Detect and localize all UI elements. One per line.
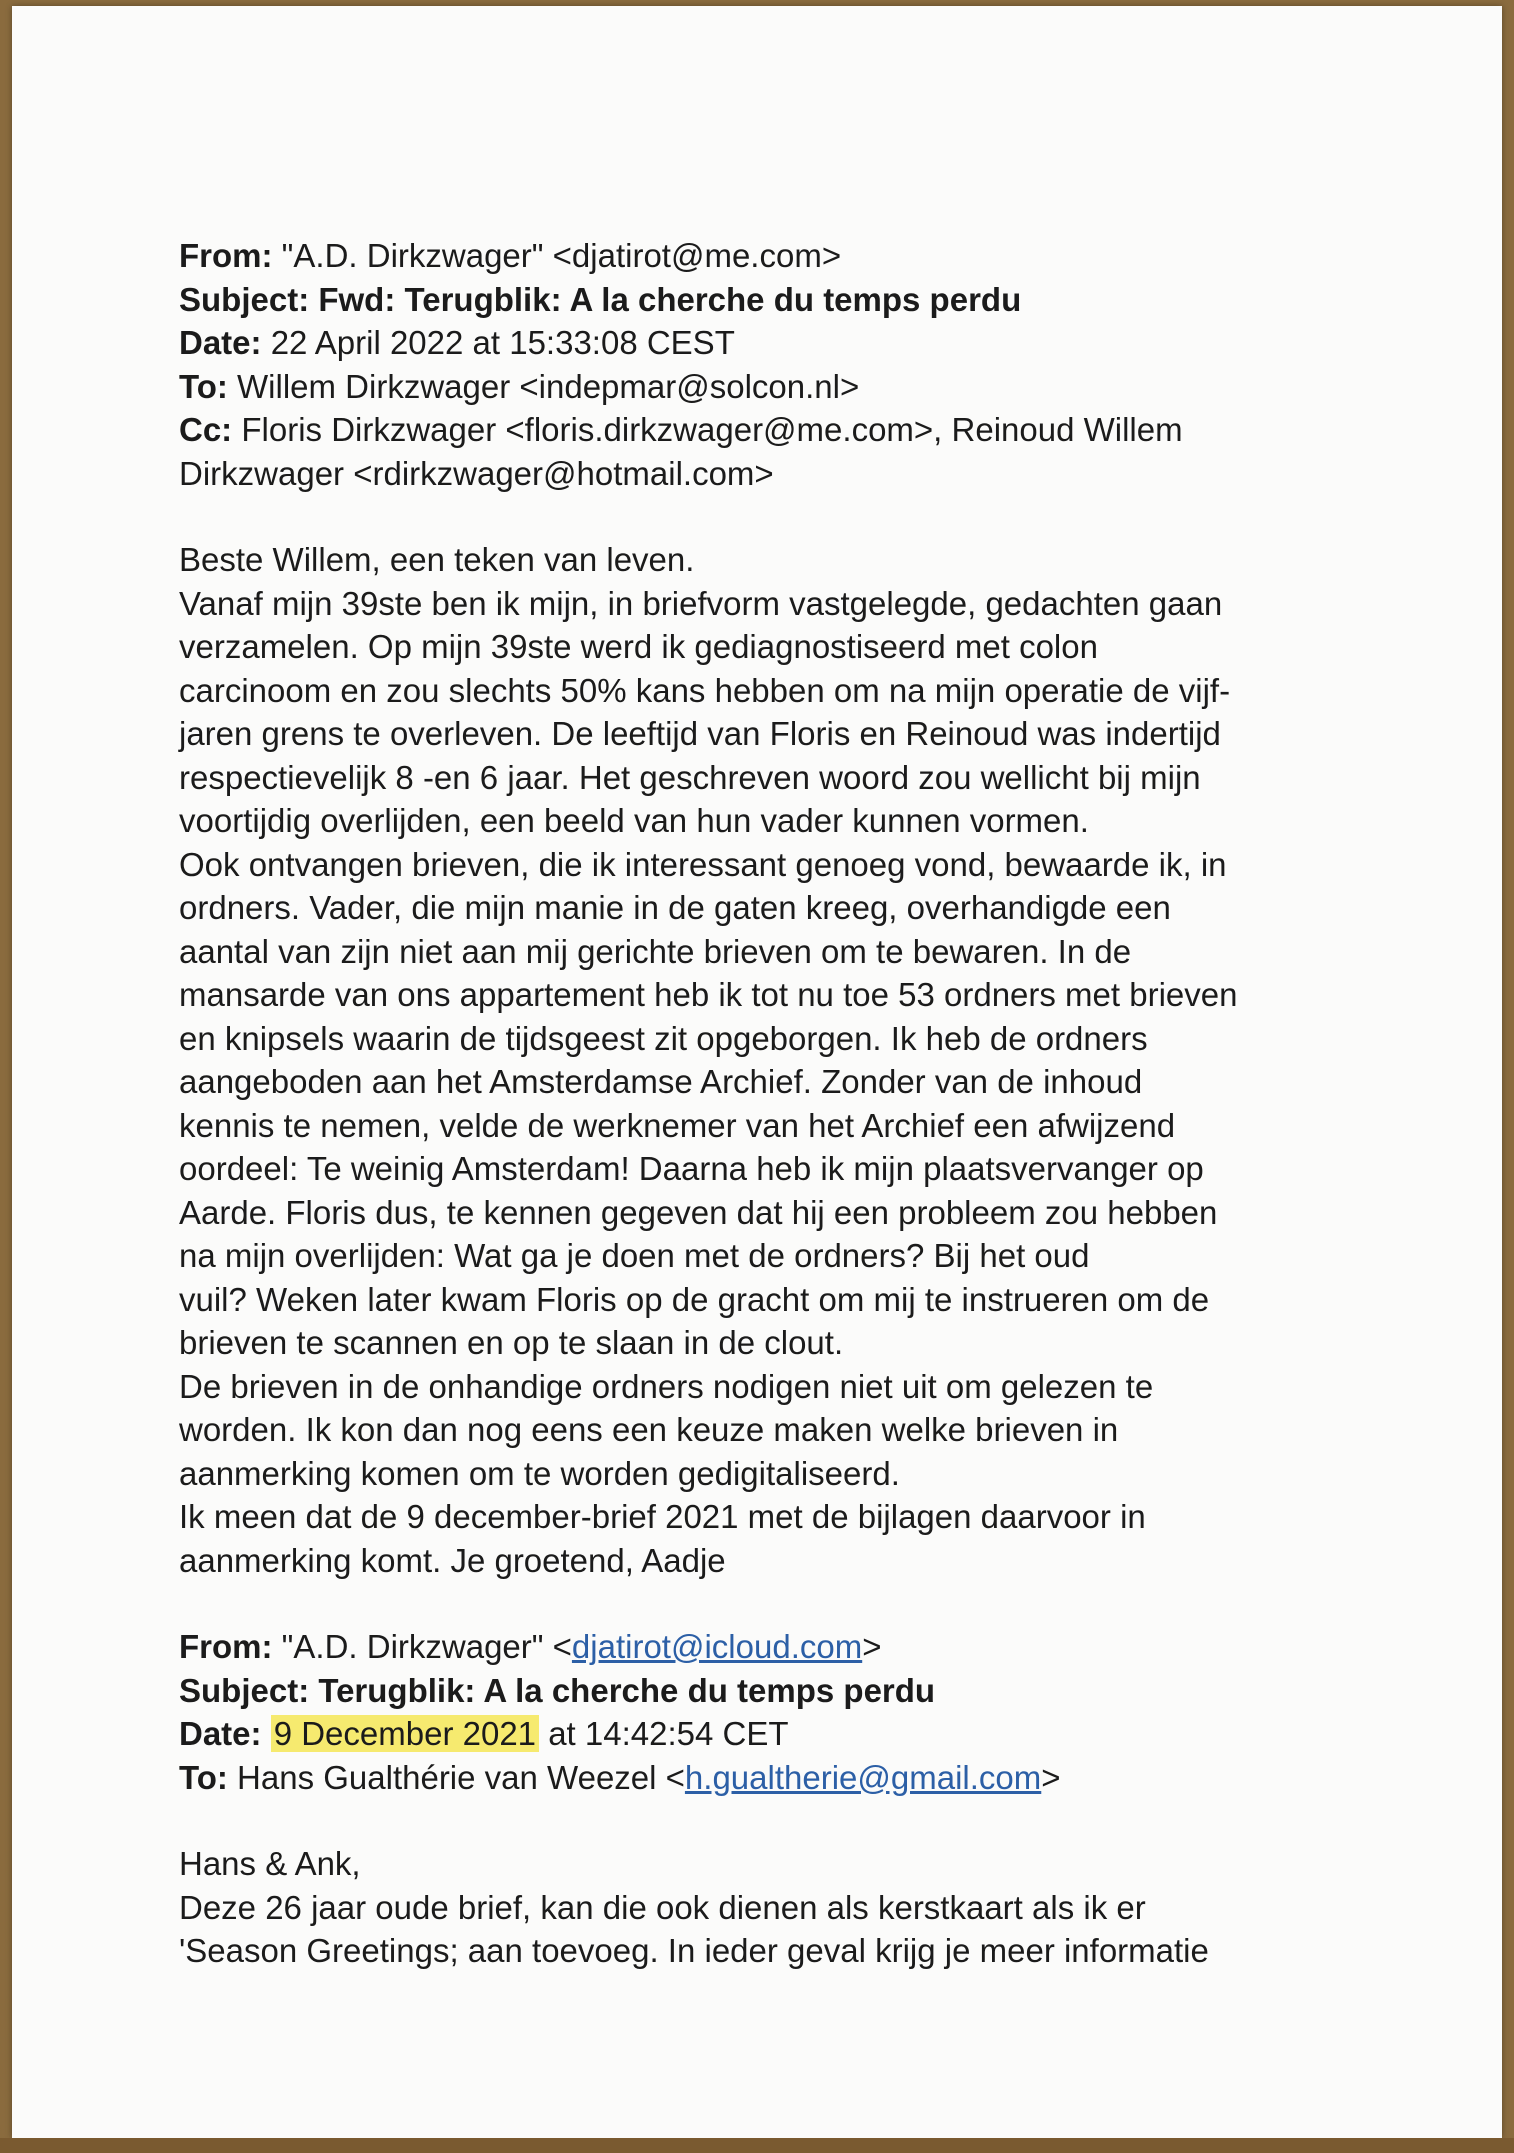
body-line: verzamelen. Op mijn 39ste werd ik gediagnostiseerd met colon [179, 628, 1098, 665]
email2-subject-value: Terugblik: A la cherche du temps perdu [318, 1671, 936, 1709]
email1-subject-line: Subject: Fwd: Terugblik: A la cherche du temps perdu [179, 280, 1022, 318]
body-line: voortijdig overlijden, een beeld van hun vader kunnen vormen. [179, 802, 1089, 839]
spacer [179, 1582, 1359, 1625]
email2-header [179, 1625, 1359, 1799]
body-line: aanmerking komt. Je groetend, Aadje [179, 1541, 726, 1579]
email2-subject-line: Subject: Terugblik: A la cherche du temps perdu [179, 1671, 936, 1709]
table-surface [0, 2138, 1514, 2153]
email1-date-line: Date: 22 April 2022 at 15:33:08 CEST [179, 324, 735, 361]
body-line: Ook ontvangen brieven, die ik interessant genoeg vond, bewaarde ik, in [179, 845, 1227, 883]
spacer [179, 1799, 1359, 1842]
body-line: aanmerking komen om te worden gedigitaliseerd. [179, 1454, 900, 1492]
body-line: Ik meen dat de 9 december-brief 2021 met de bijlagen daarvoor in [179, 1498, 1146, 1535]
email1-from-line: From: "A.D. Dirkzwager" <djatirot@me.com> [179, 237, 842, 274]
paper-sheet [12, 6, 1502, 2138]
email1-cc-continuation: Dirkzwager <rdirkzwager@hotmail.com> [179, 454, 774, 492]
email2-date-line: Date: 9 December 2021 at 14:42:54 CET [179, 1715, 789, 1752]
email1-to-value: Willem Dirkzwager <indepmar@solcon.nl> [237, 367, 860, 405]
body-line: mansarde van ons appartement heb ik tot nu toe 53 ordners met brieven [179, 976, 1238, 1013]
email1-subject-value: Fwd: Terugblik: A la cherche du temps perdu [318, 280, 1022, 318]
email1-cc-line: Cc: Floris Dirkzwager <floris.dirkzwager@me.com>, Reinoud Willem [179, 411, 1183, 448]
email2-to-line: To: Hans Gualthérie van Weezel <h.gualtherie@gmail.com> [179, 1758, 1061, 1796]
body-line: na mijn overlijden: Wat ga je doen met de ordners? Bij het oud [179, 1237, 1090, 1274]
body-line: aangeboden aan het Amsterdamse Archief. Zonder van de inhoud [179, 1063, 1143, 1100]
body-line: worden. Ik kon dan nog eens een keuze maken welke brieven in [179, 1411, 1119, 1448]
body-line: Beste Willem, een teken van leven. [179, 541, 695, 578]
spacer [179, 495, 1359, 538]
body-line: Deze 26 jaar oude brief, kan die ook dienen als kerstkaart als ik er [179, 1888, 1146, 1926]
body-line: kennis te nemen, velde de werknemer van het Archief een afwijzend [179, 1106, 1176, 1144]
body-line: Aarde. Floris dus, te kennen gegeven dat hij een probleem zou hebben [179, 1193, 1218, 1231]
email2-body [179, 1842, 1359, 1973]
body-line: Hans & Ank, [179, 1845, 361, 1882]
body-line: respectievelijk 8 -en 6 jaar. Het geschreven woord zou wellicht bij mijn [179, 758, 1201, 796]
body-line: De brieven in de onhandige ordners nodigen niet uit om gelezen te [179, 1367, 1154, 1405]
body-line: Vanaf mijn 39ste ben ik mijn, in briefvorm vastgelegde, gedachten gaan [179, 584, 1223, 622]
email-document [179, 234, 1359, 1973]
body-line: ordners. Vader, die mijn manie in de gaten kreeg, overhandigde een [179, 889, 1171, 926]
email2-from-line: From: "A.D. Dirkzwager" <djatirot@icloud.com> [179, 1628, 882, 1665]
email1-body [179, 538, 1359, 1582]
body-line: aantal van zijn niet aan mij gerichte brieven om te bewaren. In de [179, 932, 1132, 970]
body-line: oordeel: Te weinig Amsterdam! Daarna heb ik mijn plaatsvervanger op [179, 1150, 1204, 1187]
email2-date-highlight: 9 December 2021 [271, 1715, 539, 1752]
body-line: 'Season Greetings; aan toevoeg. In ieder geval krijg je meer informatie [179, 1932, 1209, 1969]
body-line: carcinoom en zou slechts 50% kans hebben om na mijn operatie de vijf- [179, 671, 1231, 709]
body-line: brieven te scannen en op te slaan in de clout. [179, 1324, 844, 1361]
body-line: vuil? Weken later kwam Floris op de gracht om mij te instrueren om de [179, 1280, 1210, 1318]
email2-to-link[interactable]: h.gualtherie@gmail.com [684, 1758, 1042, 1796]
email2-from-link[interactable]: djatirot@icloud.com [571, 1628, 863, 1665]
email1-to-line: To: Willem Dirkzwager <indepmar@solcon.nl> [179, 367, 860, 405]
email1-date-value: 22 April 2022 at 15:33:08 CEST [270, 324, 735, 361]
body-line: en knipsels waarin de tijdsgeest zit opgeborgen. Ik heb de ordners [179, 1019, 1148, 1057]
email1-header [179, 234, 1359, 495]
body-line: jaren grens te overleven. De leeftijd van Floris en Reinoud was indertijd [179, 715, 1221, 752]
email1-cc-value-1: Floris Dirkzwager <floris.dirkzwager@me.com>, Reinoud Willem [241, 411, 1183, 448]
email1-from-value: "A.D. Dirkzwager" <djatirot@me.com> [281, 237, 842, 274]
